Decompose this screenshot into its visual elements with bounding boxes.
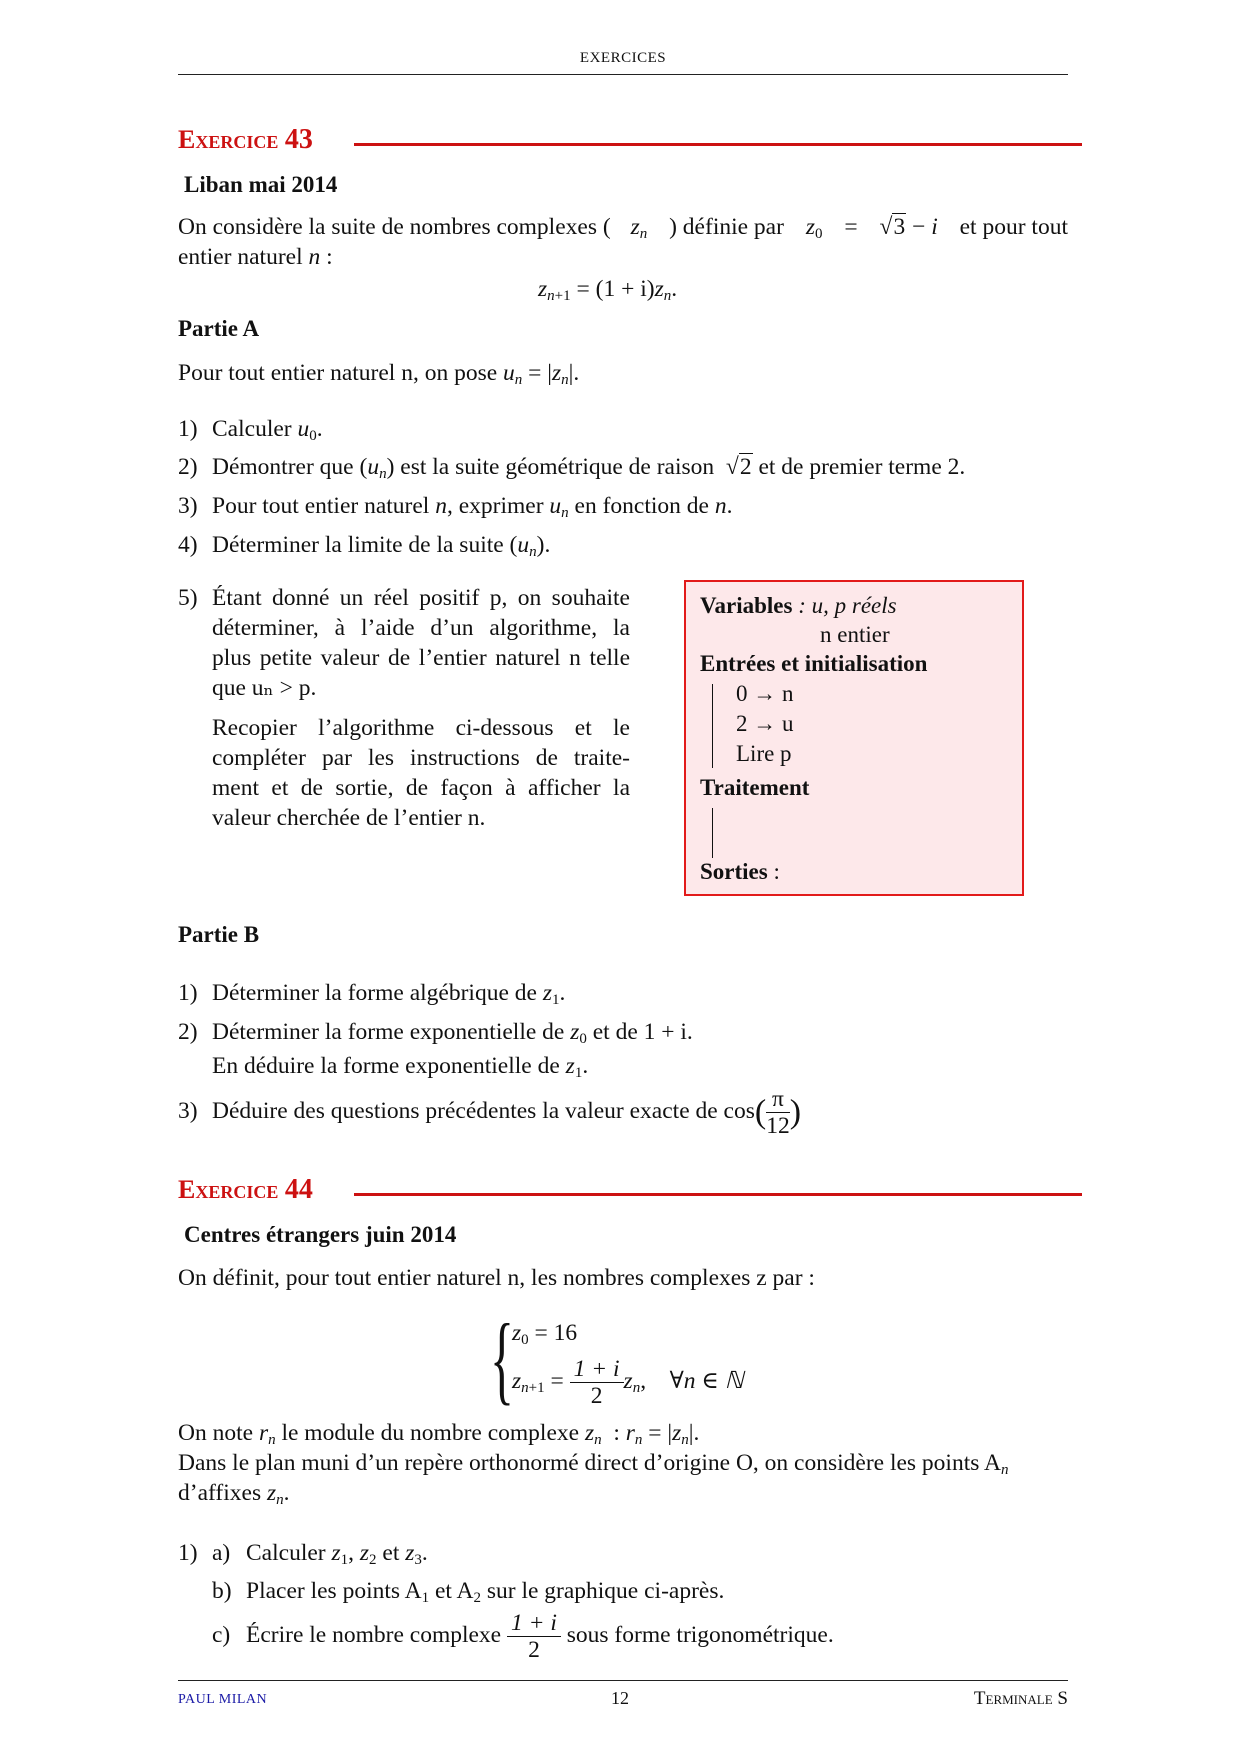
- exercise-label: Exercice: [178, 125, 279, 154]
- exercise-43-source: Liban mai 2014: [184, 172, 338, 197]
- part-a-question-4: 4) Déterminer la limite de la suite $(u_n)$.: [178, 532, 551, 560]
- exercise-number: 43: [284, 124, 313, 155]
- algo-variables-line2: n entier: [820, 622, 890, 647]
- recurrence-system: [490, 1303, 790, 1418]
- algo-output: Sorties :: [700, 859, 780, 884]
- algo-init-line-1: 0 → n: [736, 681, 794, 706]
- exercise-43-intro: On considère la suite de nombres complexes ( $z_n$ ) définie par $z_0$ = √3 − i et pour tout entier naturel n :: [178, 214, 1068, 270]
- algo-treatment-label: Traitement: [700, 775, 810, 800]
- part-b-question-1: 1) Déterminer la forme algébrique de $z_1$.: [178, 980, 566, 1008]
- algo-init-line-2: 2 → u: [736, 711, 794, 736]
- part-a-question-5: 5) Étant donné un réel positif p, on souhaite déterminer, à l’aide d’un algorithme, la plus petite valeur de l’entier naturel n telle que uₙ > p. Recopier l’algorithme ci-dessous et le compléter par les instructions de traite- ment et de sortie, de façon à afficher la valeur cherchée de l’entier n.: [178, 585, 630, 831]
- exercise-44-question-1a: 1) a) Calculer $z_1$, $z_2$ et $z_3$.: [178, 1540, 428, 1568]
- exercise-43-title: [178, 124, 313, 156]
- exercise-44-red-rule: [354, 1193, 1082, 1196]
- exercise-44-title: [178, 1174, 313, 1206]
- exercise-44-intro: On définit, pour tout entier naturel n, les nombres complexes z par :: [178, 1265, 815, 1291]
- system-eq-1: $z_0 = 16$: [512, 1320, 578, 1348]
- footer-page-number: 12: [611, 1688, 629, 1708]
- running-header: EXERCICES: [579, 50, 667, 66]
- part-a-question-2: 2) Démontrer que $(u_n)$ est la suite géométrique de raison √2 et de premier terme 2.: [178, 454, 966, 482]
- part-a-question-3: 3) Pour tout entier naturel n, exprimer $u_n$ en fonction de n.: [178, 493, 733, 521]
- recurrence-formula: $z_{n+1} = (1 + i)z_n$.: [538, 276, 678, 304]
- header-rule: [178, 74, 1068, 75]
- part-b-title: Partie B: [178, 922, 260, 947]
- part-a-title: Partie A: [178, 316, 260, 341]
- algo-init-bar: [712, 684, 713, 768]
- footer-rule: [178, 1680, 1068, 1681]
- exercise-44-source: Centres étrangers juin 2014: [184, 1222, 457, 1247]
- algorithm-box: [684, 580, 1024, 896]
- algo-variables: Variables : u, p réels: [700, 593, 897, 618]
- exercise-label: Exercice: [178, 1175, 279, 1204]
- part-a-question-1: 1) Calculer $u_0$.: [178, 416, 323, 444]
- part-b-question-3: 3) Déduire des questions précédentes la valeur exacte de cos( $\frac{\pi}{12}$ ): [178, 1086, 802, 1139]
- part-a-intro: Pour tout entier naturel n, on pose $u_n = |z_n|$.: [178, 360, 580, 388]
- exercise-43-red-rule: [354, 143, 1082, 146]
- part-b-question-2: 2) Déterminer la forme exponentielle de $z_0$ et de 1 + i. En déduire la forme exponentielle de $z_1$.: [178, 1019, 693, 1081]
- system-eq-2: $z_{n+1}$ = $\frac{1 + i}{2}$ $z_n$, ∀n ∈ ℕ: [512, 1356, 744, 1409]
- algo-init-label: Entrées et initialisation: [700, 651, 928, 676]
- exercise-44-question-1c: c) Écrire le nombre complexe $\frac{1 + i}{2}$ sous forme trigonométrique.: [212, 1610, 834, 1663]
- algo-init-line-3: Lire p: [736, 741, 792, 766]
- exercise-number: 44: [284, 1174, 313, 1205]
- footer-author: PAUL MILAN: [178, 1692, 268, 1707]
- left-brace: {: [490, 1303, 514, 1414]
- algo-treatment-bar: [712, 808, 713, 858]
- exercise-44-question-1b: b) Placer les points $A_1$ et $A_2$ sur le graphique ci-après.: [212, 1578, 725, 1606]
- footer-class: Terminale S: [973, 1688, 1068, 1709]
- exercise-44-note: On note $r_n$ le module du nombre complexe $z_n$ : $r_n = |z_n|$. Dans le plan muni d’un repère orthonormé direct d’origine O, on considère les points $A_n$ d’affixes $z_n$.: [178, 1420, 1009, 1508]
